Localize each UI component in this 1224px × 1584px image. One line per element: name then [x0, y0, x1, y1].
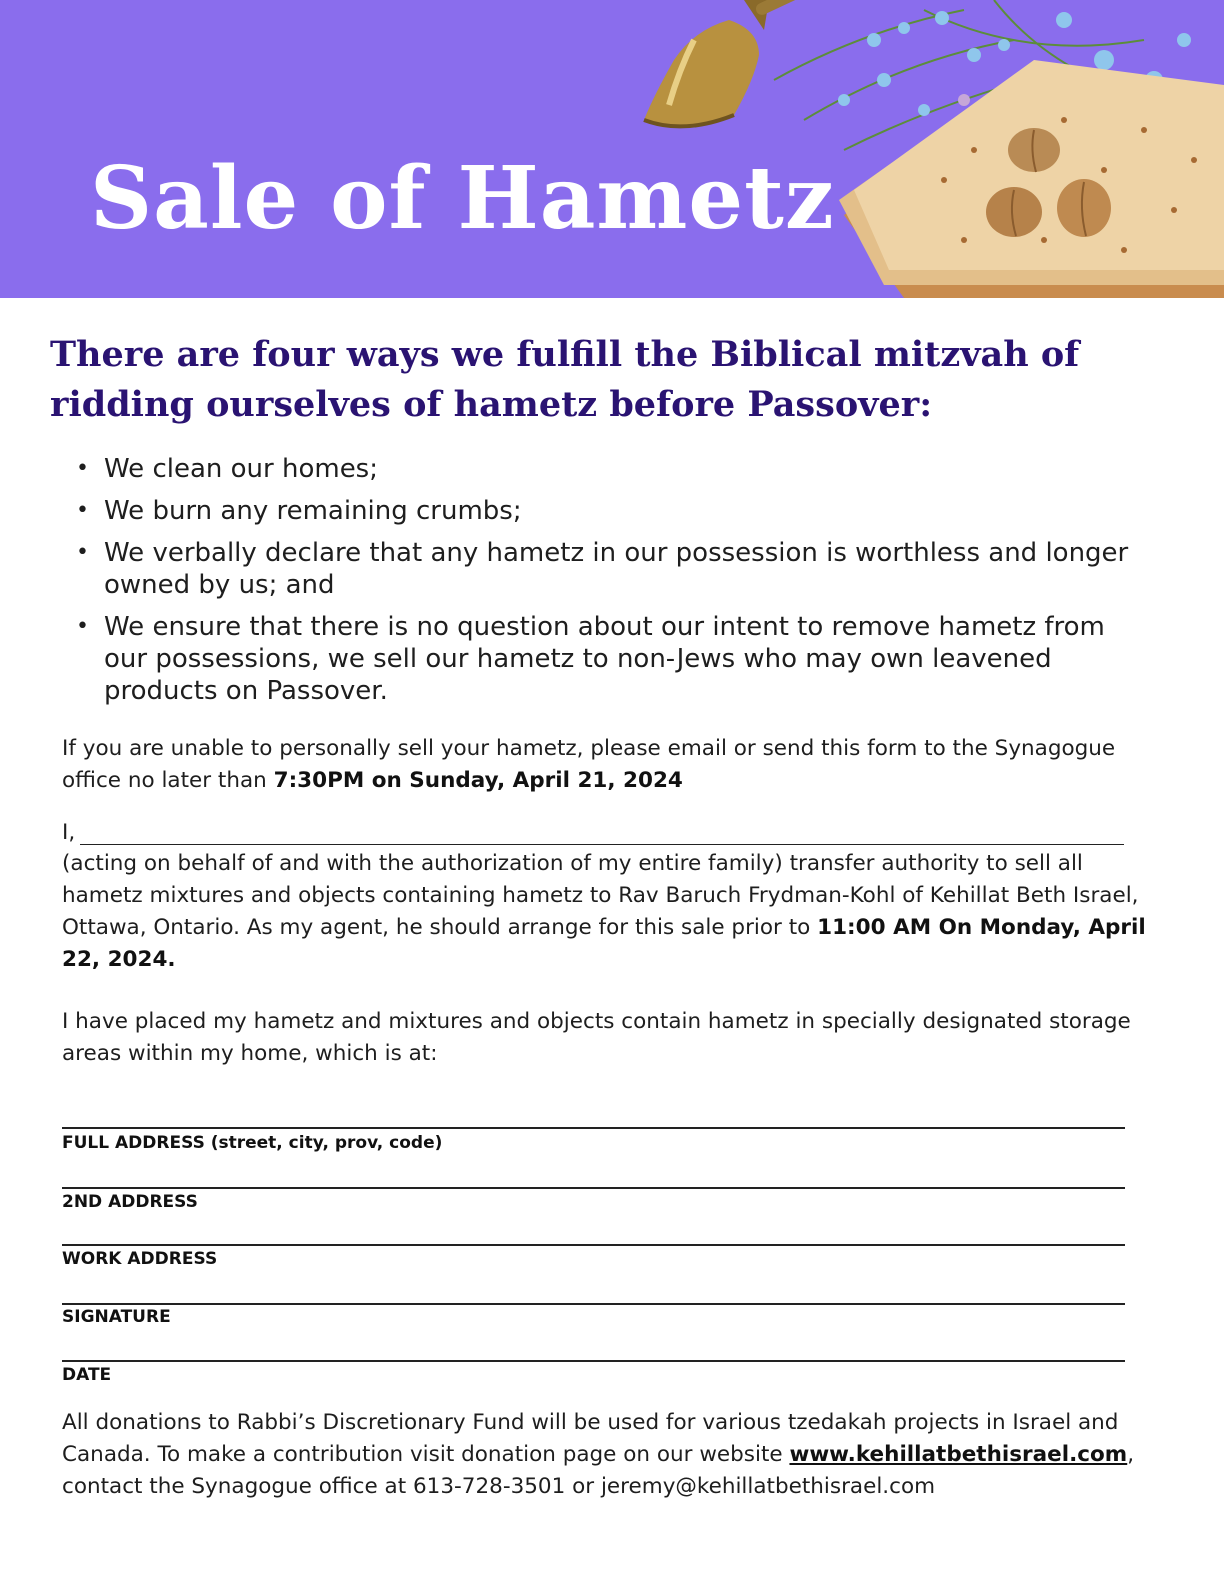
- full-address-field[interactable]: [62, 1127, 1125, 1129]
- storage-paragraph: I have placed my hametz and mixtures and objects contain hametz in specially designated storage areas within my home, which is at:: [62, 1009, 1131, 1066]
- bullet-icon: •: [76, 456, 89, 481]
- list-item: • We clean our homes;: [76, 454, 378, 484]
- authorization-paragraph: (acting on behalf of and with the authorization of my entire family) transfer authority to sell all hametz mixtures and objects containing hametz to Rav Baruch Frydman-Kohl of Kehillat Beth Israel, Ottawa, Ontario. As my agent, he should arrange for this sale prior to 11:00 AM On Monday, April 22, 2024.: [62, 851, 1146, 972]
- header-banner: [0, 0, 1224, 298]
- date-label: DATE: [62, 1365, 112, 1385]
- second-address-label: 2ND ADDRESS: [62, 1192, 198, 1212]
- name-input-line[interactable]: [80, 844, 1124, 845]
- bell-icon: [644, 0, 813, 126]
- name-prefix: I,: [62, 820, 76, 845]
- section-heading: There are four ways we fulfill the Biblical mitzvah of ridding ourselves of hametz before Passover:: [50, 334, 1080, 425]
- bullet-icon: •: [76, 614, 89, 639]
- bullet-icon: •: [76, 540, 89, 565]
- list-item: • We burn any remaining crumbs;: [76, 496, 522, 526]
- deadline-paragraph: If you are unable to personally sell your hametz, please email or send this form to the Synagogue office no later than 7:30PM on Sunday, April 21, 2024: [62, 736, 1116, 793]
- signature-label: SIGNATURE: [62, 1307, 171, 1327]
- second-address-field[interactable]: [62, 1187, 1125, 1189]
- website-link[interactable]: www.kehillatbethisrael.com: [789, 1442, 1128, 1467]
- footer-paragraph: All donations to Rabbi’s Discretionary Fund will be used for various tzedakah projects in Israel and Canada. To make a contribution visit donation page on our website www.kehillatbethisrael.com, contact the Synagogue office at 613-728-3501 or jeremy@kehillatbethisrael.com: [62, 1410, 1135, 1499]
- page-title: Sale of Hametz: [90, 148, 835, 249]
- bullet-list: [70, 453, 1150, 717]
- sale-date: 11:00 AM On Monday, April 22, 2024.: [62, 915, 1146, 972]
- list-item: • We ensure that there is no question about our intent to remove hametz from our possessions, we sell our hametz to non-Jews who may own leavened products on Passover.: [76, 612, 1105, 706]
- matzah-icon: [839, 60, 1224, 298]
- bullet-icon: •: [76, 498, 89, 523]
- work-address-label: WORK ADDRESS: [62, 1249, 218, 1269]
- full-address-label: FULL ADDRESS (street, city, prov, code): [62, 1133, 443, 1153]
- signature-field[interactable]: [62, 1303, 1125, 1305]
- date-field[interactable]: [62, 1360, 1125, 1362]
- work-address-field[interactable]: [62, 1244, 1125, 1246]
- deadline-date: 7:30PM on Sunday, April 21, 2024: [273, 768, 683, 793]
- list-item: • We verbally declare that any hametz in our possession is worthless and longer owned by us; and: [76, 538, 1129, 600]
